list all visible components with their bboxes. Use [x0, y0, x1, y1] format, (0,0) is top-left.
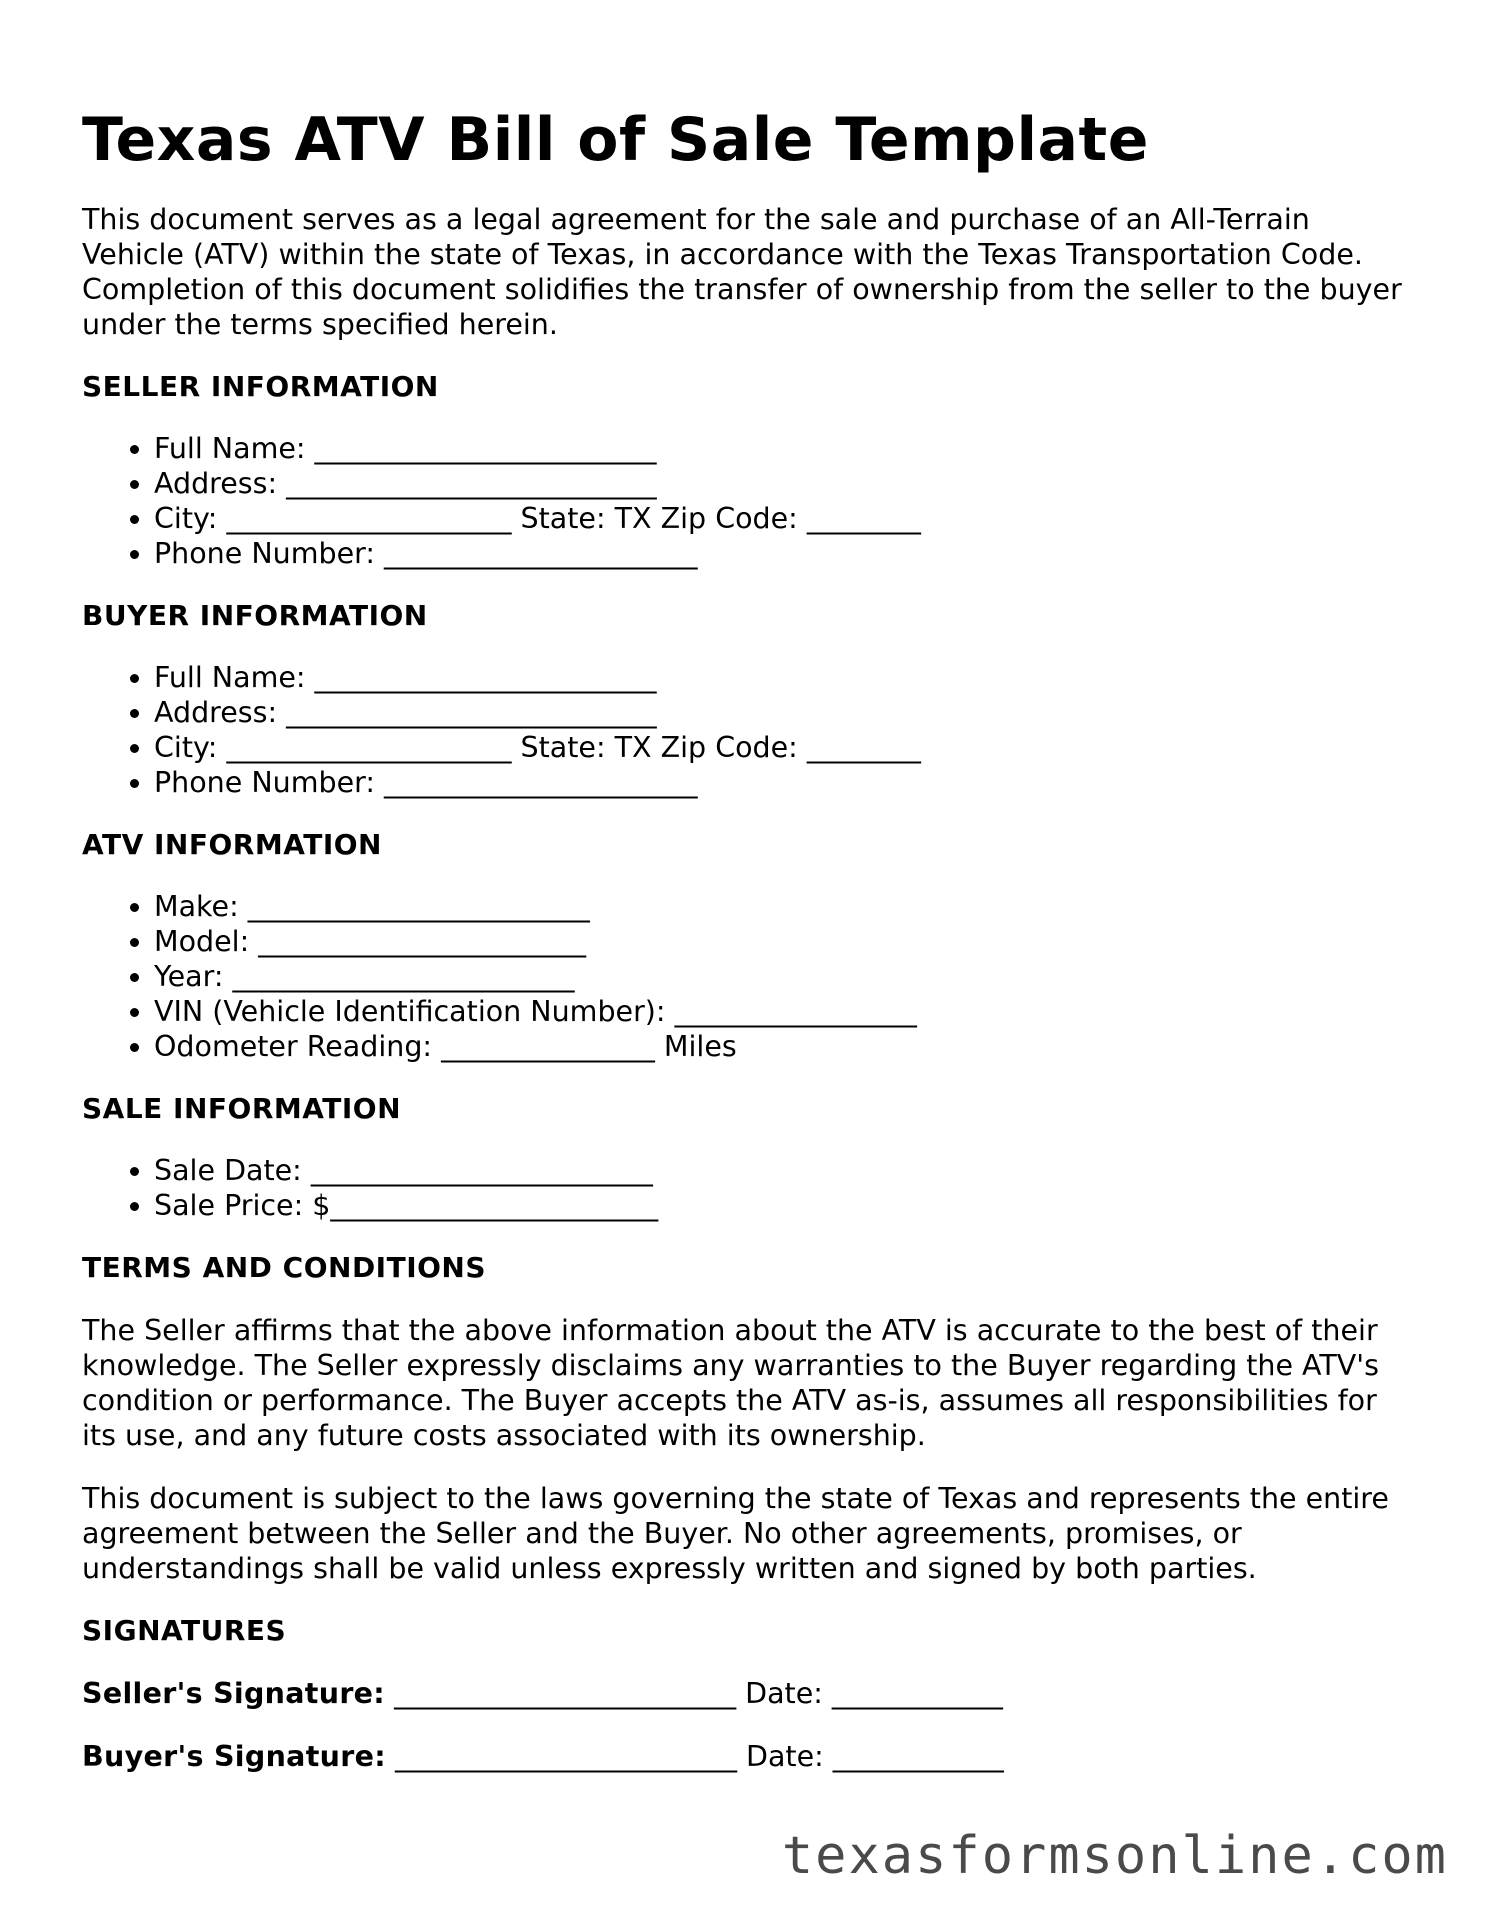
- seller-phone-field: • Phone Number: ______________________: [154, 536, 1412, 571]
- atv-vin-field: • VIN (Vehicle Identification Number): _________________: [154, 994, 1412, 1029]
- atv-info-list: [82, 889, 1412, 1064]
- seller-city-state-zip-field: • City: ____________________ State: TX Zip Code: ________: [154, 501, 1412, 536]
- terms-section-heading: TERMS AND CONDITIONS: [82, 1251, 487, 1284]
- atv-section-heading: ATV INFORMATION: [82, 828, 382, 861]
- atv-make-field: • Make: ________________________: [154, 889, 1412, 924]
- signatures-section-heading: SIGNATURES: [82, 1614, 287, 1647]
- seller-full-name-field: • Full Name: ________________________: [154, 431, 1412, 466]
- seller-signature-line: [82, 1676, 1412, 1711]
- terms-paragraph-2: This document is subject to the laws governing the state of Texas and represents the entire agreement between the Seller and the Buyer. No other agreements, promises, or understandings shall be valid unless expressly written and signed by both parties.: [82, 1482, 1389, 1585]
- sale-section-heading: SALE INFORMATION: [82, 1092, 402, 1125]
- buyer-signature-blanks: ________________________ Date: ____________: [385, 1740, 1004, 1773]
- seller-signature-blanks: ________________________ Date: ____________: [385, 1677, 1003, 1710]
- seller-signature-label: Seller's Signature:: [82, 1677, 386, 1710]
- seller-section-heading: SELLER INFORMATION: [82, 370, 439, 403]
- buyer-phone-field: • Phone Number: ______________________: [154, 765, 1412, 800]
- sale-info-list: [82, 1153, 1412, 1223]
- buyer-section-heading: BUYER INFORMATION: [82, 599, 428, 632]
- site-watermark: texasformsonline.com: [781, 1826, 1448, 1886]
- terms-paragraph-1: The Seller affirms that the above information about the ATV is accurate to the best of their knowledge. The Seller expressly disclaims any warranties to the Buyer regarding the ATV's condition or performance. The Buyer accepts the ATV as-is, assumes all responsibilities for its use, and any future costs associated with its ownership.: [82, 1314, 1379, 1452]
- seller-info-list: [82, 431, 1412, 571]
- page-title: Texas ATV Bill of Sale Template: [82, 105, 1149, 175]
- buyer-city-state-zip-field: • City: ____________________ State: TX Zip Code: ________: [154, 730, 1412, 765]
- sale-date-field: • Sale Date: ________________________: [154, 1153, 1412, 1188]
- atv-year-field: • Year: ________________________: [154, 959, 1412, 994]
- seller-address-field: • Address: __________________________: [154, 466, 1412, 501]
- buyer-signature-line: [82, 1739, 1412, 1774]
- intro-paragraph: This document serves as a legal agreement for the sale and purchase of an All-Terrain Vehicle (ATV) within the state of Texas, in accordance with the Texas Transportation Code. Completion of this document solidifies the transfer of ownership from the seller to the buyer under the terms specified herein.: [82, 203, 1402, 341]
- atv-odometer-field: • Odometer Reading: _______________ Miles: [154, 1029, 1412, 1064]
- buyer-signature-label: Buyer's Signature:: [82, 1740, 386, 1773]
- atv-model-field: • Model: _______________________: [154, 924, 1412, 959]
- buyer-info-list: [82, 660, 1412, 800]
- sale-price-field: • Sale Price: $_______________________: [154, 1188, 1412, 1223]
- document-page: [82, 100, 1412, 1774]
- buyer-full-name-field: • Full Name: ________________________: [154, 660, 1412, 695]
- buyer-address-field: • Address: __________________________: [154, 695, 1412, 730]
